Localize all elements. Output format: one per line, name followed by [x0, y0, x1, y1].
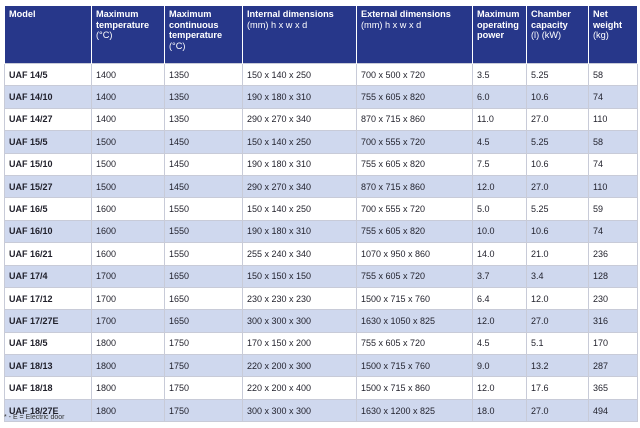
model-cell: UAF 17/12: [5, 287, 92, 309]
header-net-weight: [589, 6, 638, 64]
header-unit: (°C): [169, 40, 186, 51]
external-dimensions-cell: 755 x 605 x 820: [357, 86, 473, 108]
header-internal-dimensions: [243, 6, 357, 64]
weight-cell: 230: [589, 287, 638, 309]
header-title: Maximum temperature: [96, 9, 150, 30]
max-continuous-temp-cell: 1550: [165, 220, 243, 242]
power-cell: 14.0: [473, 243, 527, 265]
external-dimensions-cell: 1500 x 715 x 760: [357, 287, 473, 309]
weight-cell: 316: [589, 310, 638, 332]
max-temp-cell: 1700: [92, 310, 165, 332]
capacity-cell: 5.25: [527, 131, 589, 153]
external-dimensions-cell: 700 x 555 x 720: [357, 131, 473, 153]
weight-cell: 74: [589, 220, 638, 242]
max-temp-cell: 1600: [92, 243, 165, 265]
model-cell: UAF 18/27E: [5, 399, 92, 421]
table-row: [5, 220, 638, 242]
external-dimensions-cell: 1630 x 1200 x 825: [357, 399, 473, 421]
capacity-cell: 10.6: [527, 153, 589, 175]
table-row: [5, 265, 638, 287]
capacity-cell: 10.6: [527, 86, 589, 108]
max-continuous-temp-cell: 1450: [165, 153, 243, 175]
model-cell: UAF 14/5: [5, 64, 92, 86]
max-temp-cell: 1400: [92, 64, 165, 86]
internal-dimensions-cell: 230 x 230 x 230: [243, 287, 357, 309]
internal-dimensions-cell: 150 x 140 x 250: [243, 198, 357, 220]
header-max-continuous-temperature: [165, 6, 243, 64]
internal-dimensions-cell: 300 x 300 x 300: [243, 310, 357, 332]
power-cell: 6.0: [473, 86, 527, 108]
header-unit: (°C): [96, 30, 113, 40]
power-cell: 7.5: [473, 153, 527, 175]
internal-dimensions-cell: 290 x 270 x 340: [243, 175, 357, 197]
power-cell: 12.0: [473, 377, 527, 399]
max-temp-cell: 1400: [92, 108, 165, 130]
max-temp-cell: 1600: [92, 198, 165, 220]
model-cell: UAF 16/21: [5, 243, 92, 265]
max-continuous-temp-cell: 1450: [165, 175, 243, 197]
table-row: [5, 399, 638, 421]
internal-dimensions-cell: 300 x 300 x 300: [243, 399, 357, 421]
power-cell: 3.5: [473, 64, 527, 86]
max-continuous-temp-cell: 1650: [165, 287, 243, 309]
max-continuous-temp-cell: 1550: [165, 198, 243, 220]
table-row: [5, 131, 638, 153]
internal-dimensions-cell: 150 x 140 x 250: [243, 131, 357, 153]
table-row: [5, 64, 638, 86]
capacity-cell: 13.2: [527, 355, 589, 377]
external-dimensions-cell: 1630 x 1050 x 825: [357, 310, 473, 332]
power-cell: 10.0: [473, 220, 527, 242]
power-cell: 9.0: [473, 355, 527, 377]
external-dimensions-cell: 870 x 715 x 860: [357, 175, 473, 197]
table-row: [5, 377, 638, 399]
external-dimensions-cell: 700 x 500 x 720: [357, 64, 473, 86]
table-body: [5, 64, 638, 422]
model-cell: UAF 15/10: [5, 153, 92, 175]
max-temp-cell: 1400: [92, 86, 165, 108]
max-temp-cell: 1800: [92, 332, 165, 354]
internal-dimensions-cell: 150 x 150 x 150: [243, 265, 357, 287]
external-dimensions-cell: 1070 x 950 x 860: [357, 243, 473, 265]
weight-cell: 128: [589, 265, 638, 287]
max-temp-cell: 1500: [92, 131, 165, 153]
max-continuous-temp-cell: 1650: [165, 310, 243, 332]
capacity-cell: 3.4: [527, 265, 589, 287]
table-row: [5, 175, 638, 197]
furnace-spec-table: [4, 6, 638, 422]
capacity-cell: 12.0: [527, 287, 589, 309]
model-cell: UAF 18/13: [5, 355, 92, 377]
capacity-cell: 27.0: [527, 310, 589, 332]
max-continuous-temp-cell: 1750: [165, 332, 243, 354]
max-continuous-temp-cell: 1750: [165, 377, 243, 399]
external-dimensions-cell: 755 x 605 x 720: [357, 332, 473, 354]
max-continuous-temp-cell: 1750: [165, 355, 243, 377]
external-dimensions-cell: 700 x 555 x 720: [357, 198, 473, 220]
max-temp-cell: 1700: [92, 287, 165, 309]
model-cell: UAF 14/10: [5, 86, 92, 108]
max-continuous-temp-cell: 1350: [165, 86, 243, 108]
header-title: External dimensions: [361, 9, 451, 19]
internal-dimensions-cell: 170 x 150 x 200: [243, 332, 357, 354]
max-continuous-temp-cell: 1350: [165, 64, 243, 86]
weight-cell: 58: [589, 131, 638, 153]
internal-dimensions-cell: 290 x 270 x 340: [243, 108, 357, 130]
capacity-cell: 27.0: [527, 108, 589, 130]
table-row: [5, 310, 638, 332]
weight-cell: 110: [589, 175, 638, 197]
max-temp-cell: 1800: [92, 355, 165, 377]
weight-cell: 74: [589, 153, 638, 175]
power-cell: 11.0: [473, 108, 527, 130]
internal-dimensions-cell: 190 x 180 x 310: [243, 153, 357, 175]
external-dimensions-cell: 1500 x 715 x 860: [357, 377, 473, 399]
weight-cell: 74: [589, 86, 638, 108]
model-cell: UAF 16/10: [5, 220, 92, 242]
header-unit: (mm) h x w x d: [247, 19, 308, 30]
internal-dimensions-cell: 220 x 200 x 300: [243, 355, 357, 377]
internal-dimensions-cell: 220 x 200 x 400: [243, 377, 357, 399]
capacity-cell: 5.25: [527, 64, 589, 86]
external-dimensions-cell: 755 x 605 x 720: [357, 265, 473, 287]
external-dimensions-cell: 1500 x 715 x 760: [357, 355, 473, 377]
power-cell: 18.0: [473, 399, 527, 421]
table-row: [5, 153, 638, 175]
model-cell: UAF 17/4: [5, 265, 92, 287]
table-row: [5, 287, 638, 309]
capacity-cell: 17.6: [527, 377, 589, 399]
model-cell: UAF 14/27: [5, 108, 92, 130]
weight-cell: 287: [589, 355, 638, 377]
power-cell: 5.0: [473, 198, 527, 220]
model-cell: UAF 17/27E: [5, 310, 92, 332]
table-row: [5, 198, 638, 220]
weight-cell: 170: [589, 332, 638, 354]
power-cell: 4.5: [473, 332, 527, 354]
capacity-cell: 27.0: [527, 175, 589, 197]
internal-dimensions-cell: 150 x 140 x 250: [243, 64, 357, 86]
header-title: Chamber capacity: [531, 9, 571, 30]
header-title: Net weight: [593, 9, 623, 30]
max-temp-cell: 1500: [92, 175, 165, 197]
header-unit: (l) (kW): [531, 30, 562, 40]
power-cell: 4.5: [473, 131, 527, 153]
header-model: [5, 6, 92, 64]
max-continuous-temp-cell: 1750: [165, 399, 243, 421]
model-cell: UAF 18/18: [5, 377, 92, 399]
max-temp-cell: 1700: [92, 265, 165, 287]
model-cell: UAF 15/5: [5, 131, 92, 153]
max-continuous-temp-cell: 1550: [165, 243, 243, 265]
header-max-temperature: [92, 6, 165, 64]
weight-cell: 236: [589, 243, 638, 265]
capacity-cell: 5.1: [527, 332, 589, 354]
model-cell: UAF 18/5: [5, 332, 92, 354]
external-dimensions-cell: 755 x 605 x 820: [357, 220, 473, 242]
max-temp-cell: 1500: [92, 153, 165, 175]
model-cell: UAF 15/27: [5, 175, 92, 197]
power-cell: 12.0: [473, 310, 527, 332]
table-row: [5, 243, 638, 265]
max-temp-cell: 1800: [92, 377, 165, 399]
table-row: [5, 332, 638, 354]
external-dimensions-cell: 755 x 605 x 820: [357, 153, 473, 175]
footnote: * - E = Electric door: [4, 414, 65, 421]
capacity-cell: 27.0: [527, 399, 589, 421]
max-continuous-temp-cell: 1650: [165, 265, 243, 287]
capacity-cell: 21.0: [527, 243, 589, 265]
header-chamber-capacity: [527, 6, 589, 64]
table-row: [5, 108, 638, 130]
weight-cell: 494: [589, 399, 638, 421]
weight-cell: 58: [589, 64, 638, 86]
table-header-row: [5, 6, 638, 64]
header-title: Internal dimensions: [247, 9, 334, 19]
internal-dimensions-cell: 255 x 240 x 340: [243, 243, 357, 265]
header-title: Model: [9, 9, 36, 19]
power-cell: 6.4: [473, 287, 527, 309]
power-cell: 3.7: [473, 265, 527, 287]
weight-cell: 110: [589, 108, 638, 130]
header-unit: (mm) h x w x d: [361, 19, 422, 30]
header-external-dimensions: [357, 6, 473, 64]
weight-cell: 365: [589, 377, 638, 399]
header-title: Maximum continuous temperature: [169, 9, 223, 40]
capacity-cell: 10.6: [527, 220, 589, 242]
table-row: [5, 355, 638, 377]
header-unit: (kg): [593, 30, 609, 40]
capacity-cell: 5.25: [527, 198, 589, 220]
max-temp-cell: 1800: [92, 399, 165, 421]
model-cell: UAF 16/5: [5, 198, 92, 220]
max-temp-cell: 1600: [92, 220, 165, 242]
max-continuous-temp-cell: 1450: [165, 131, 243, 153]
max-continuous-temp-cell: 1350: [165, 108, 243, 130]
external-dimensions-cell: 870 x 715 x 860: [357, 108, 473, 130]
weight-cell: 59: [589, 198, 638, 220]
header-max-operating-power: [473, 6, 527, 64]
header-title: Maximum operating power: [477, 9, 520, 40]
table-row: [5, 86, 638, 108]
power-cell: 12.0: [473, 175, 527, 197]
internal-dimensions-cell: 190 x 180 x 310: [243, 220, 357, 242]
internal-dimensions-cell: 190 x 180 x 310: [243, 86, 357, 108]
